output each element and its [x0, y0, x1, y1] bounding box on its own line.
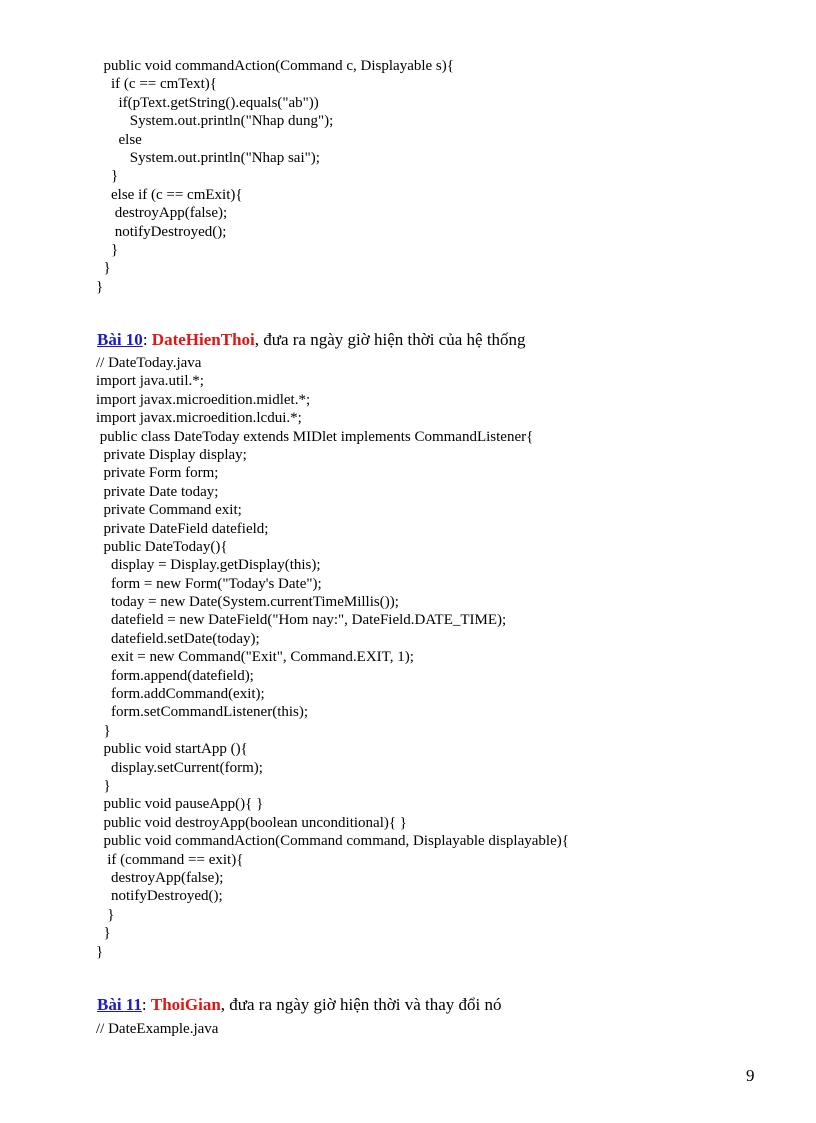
code-line: destroyApp(false);: [96, 869, 224, 886]
lesson-11-name: ThoiGian: [150, 995, 221, 1014]
code-line: else if (c == cmExit){: [96, 186, 243, 203]
code-line: public void commandAction(Command command, Displayable displayable){: [96, 833, 569, 850]
lesson-11-separator: :: [141, 995, 151, 1014]
code-line: public void commandAction(Command c, Displayable s){: [96, 58, 454, 74]
code-line: System.out.println("Nhap dung");: [96, 113, 334, 130]
code-line: public void startApp (){: [96, 741, 248, 758]
code-line: // DateToday.java: [96, 355, 202, 371]
lesson-10-name: DateHienThoi: [151, 330, 255, 349]
page-number: 9: [746, 1066, 755, 1085]
code-line: today = new Date(System.currentTimeMillis());: [96, 594, 399, 611]
code-line: form.setCommandListener(this);: [96, 704, 309, 721]
code-line: }: [96, 777, 111, 794]
lesson-10-separator: :: [142, 330, 152, 349]
code-line: else: [96, 131, 142, 148]
code-line: import javax.microedition.midlet.*;: [96, 391, 311, 408]
code-line: datefield.setDate(today);: [96, 630, 260, 647]
code-line: if (command == exit){: [96, 851, 244, 868]
code-line: System.out.println("Nhap sai");: [96, 149, 320, 166]
code-line: public class DateToday extends MIDlet implements CommandListener{: [96, 428, 534, 445]
code-line: notifyDestroyed();: [96, 888, 223, 905]
code-line: form.addCommand(exit);: [96, 686, 265, 703]
code-line: // DateExample.java: [96, 1021, 219, 1037]
lesson-11-heading: [97, 995, 502, 1015]
code-line: }: [96, 722, 111, 739]
code-block-top: [96, 57, 454, 296]
code-line: import java.util.*;: [96, 373, 204, 390]
code-line: import javax.microedition.lcdui.*;: [96, 410, 302, 427]
code-line: }: [96, 241, 119, 258]
code-line: public void destroyApp(boolean unconditional){ }: [96, 814, 408, 831]
code-line: form.append(datefield);: [96, 667, 254, 684]
code-line: public DateToday(){: [96, 538, 228, 555]
code-line: form = new Form("Today's Date");: [96, 575, 322, 592]
lesson-10-heading: [97, 330, 526, 350]
code-line: notifyDestroyed();: [96, 223, 227, 240]
code-line: private Form form;: [96, 465, 219, 482]
lesson-11-link[interactable]: Bài 11: [97, 995, 142, 1014]
code-block-lesson-11: [96, 1020, 218, 1038]
code-line: }: [96, 925, 111, 942]
lesson-11-description: , đưa ra ngày giờ hiện thời và thay đổi nó: [220, 995, 502, 1014]
code-line: display = Display.getDisplay(this);: [96, 557, 321, 574]
code-line: public void pauseApp(){ }: [96, 796, 264, 813]
lesson-10-link[interactable]: Bài 10: [97, 330, 143, 349]
code-line: private Command exit;: [96, 502, 242, 519]
code-line: }: [96, 278, 104, 295]
code-line: display.setCurrent(form);: [96, 759, 263, 776]
code-line: }: [96, 906, 115, 923]
lesson-10-description: , đưa ra ngày giờ hiện thời của hệ thống: [254, 330, 526, 349]
code-line: destroyApp(false);: [96, 205, 228, 222]
code-line: private DateField datefield;: [96, 520, 269, 537]
code-line: if (c == cmText){: [96, 76, 217, 93]
code-line: }: [96, 943, 104, 960]
code-block-lesson-10: [96, 354, 569, 961]
code-line: }: [96, 168, 119, 185]
code-line: private Date today;: [96, 483, 219, 500]
code-line: if(pText.getString().equals("ab")): [96, 94, 319, 111]
code-line: private Display display;: [96, 446, 247, 463]
code-line: exit = new Command("Exit", Command.EXIT, 1);: [96, 649, 414, 666]
code-line: }: [96, 260, 111, 277]
code-line: datefield = new DateField("Hom nay:", DateField.DATE_TIME);: [96, 612, 507, 629]
